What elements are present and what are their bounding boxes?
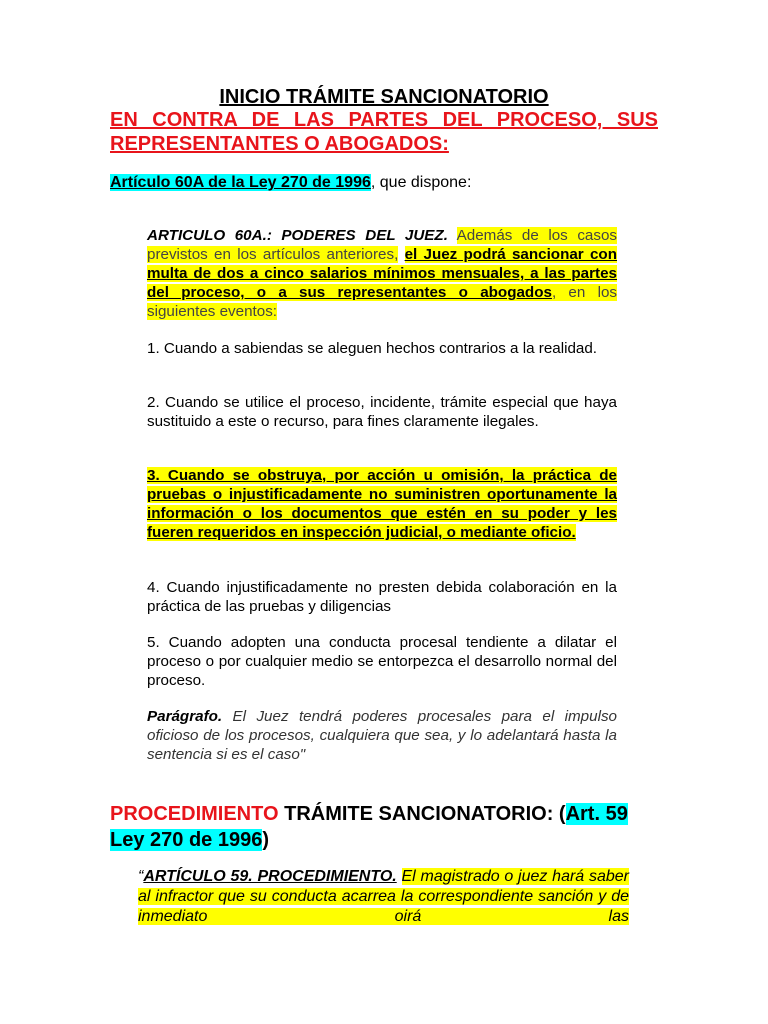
article-60a-intro-a: Además de los casos previstos en los artículos anteriores, [147,227,617,263]
procedure-reference: Art. 59 Ley 270 de 1996 [110,803,628,851]
section-subtitle: EN CONTRA DE LAS PARTES DEL PROCESO, SUS REPRESENTANTES O ABOGADOS: [110,109,658,155]
procedure-heading [110,801,658,853]
article-60a-item-1: 1. Cuando a sabiendas se aleguen hechos contrarios a la realidad. [147,340,598,357]
article-60a-intro-c: , en los siguientes eventos: [147,284,618,320]
article-60a-paragrafo [147,707,617,764]
article-60a-item-3-text: 3. Cuando se obstruya, por acción u omisión, la práctica de pruebas o injustificadamente no suministren oportunamente la información o los documentos que estén en su poder y les fueren requeridos en inspección judicial, o mediante oficio. [147,467,617,541]
law-reference-tail: , que dispone: [370,174,472,191]
procedure-rest: TRÁMITE SANCIONATORIO: ( [278,803,566,825]
article-60a-intro-b: el Juez podrá sancionar con multa de dos a cinco salarios mínimos mensuales, a las partes del proceso, o a sus representantes o abogados [147,246,617,301]
article-59-text [138,867,629,927]
article-59-body: El magistrado o juez hará saber al infractor que su conducta acarrea la correspondiente sanción y de inmediato oirá las [138,868,629,925]
paragrafo-text: El Juez tendrá poderes procesales para el impulso oficioso de los procesos, cualquiera que sea, y lo adelantará hasta la sentencia si es el caso" [147,708,617,763]
paragrafo-label: Parágrafo. [147,708,223,725]
document-title: INICIO TRÁMITE SANCIONATORIO [219,86,549,108]
article-60a-item-5: 5. Cuando adopten una conducta procesal tendiente a dilatar el proceso o por cualquier medio se entorpezca el desarrollo normal del proceso. [147,634,617,689]
article-60a-item-3 [147,466,617,542]
law-reference-line [110,173,471,193]
article-59-heading: ARTÍCULO 59. PROCEDIMIENTO. [143,868,397,885]
article-60a-heading: ARTICULO 60A.: PODERES DEL JUEZ. [147,227,448,244]
article-60a-item-2: 2. Cuando se utilice el proceso, incidente, trámite especial que haya sustituido a este o recurso, para fines claramente ilegales. [147,394,617,430]
article-59-open-quote: “ [138,868,144,885]
article-60a-intro [147,226,617,321]
procedure-word: PROCEDIMIENTO [110,803,279,825]
law-reference: Artículo 60A de la Ley 270 de 1996 [110,174,371,191]
article-60a-item-4: 4. Cuando injustificadamente no presten debida colaboración en la práctica de las pruebas y diligencias [147,579,617,615]
procedure-close: ) [262,829,270,851]
